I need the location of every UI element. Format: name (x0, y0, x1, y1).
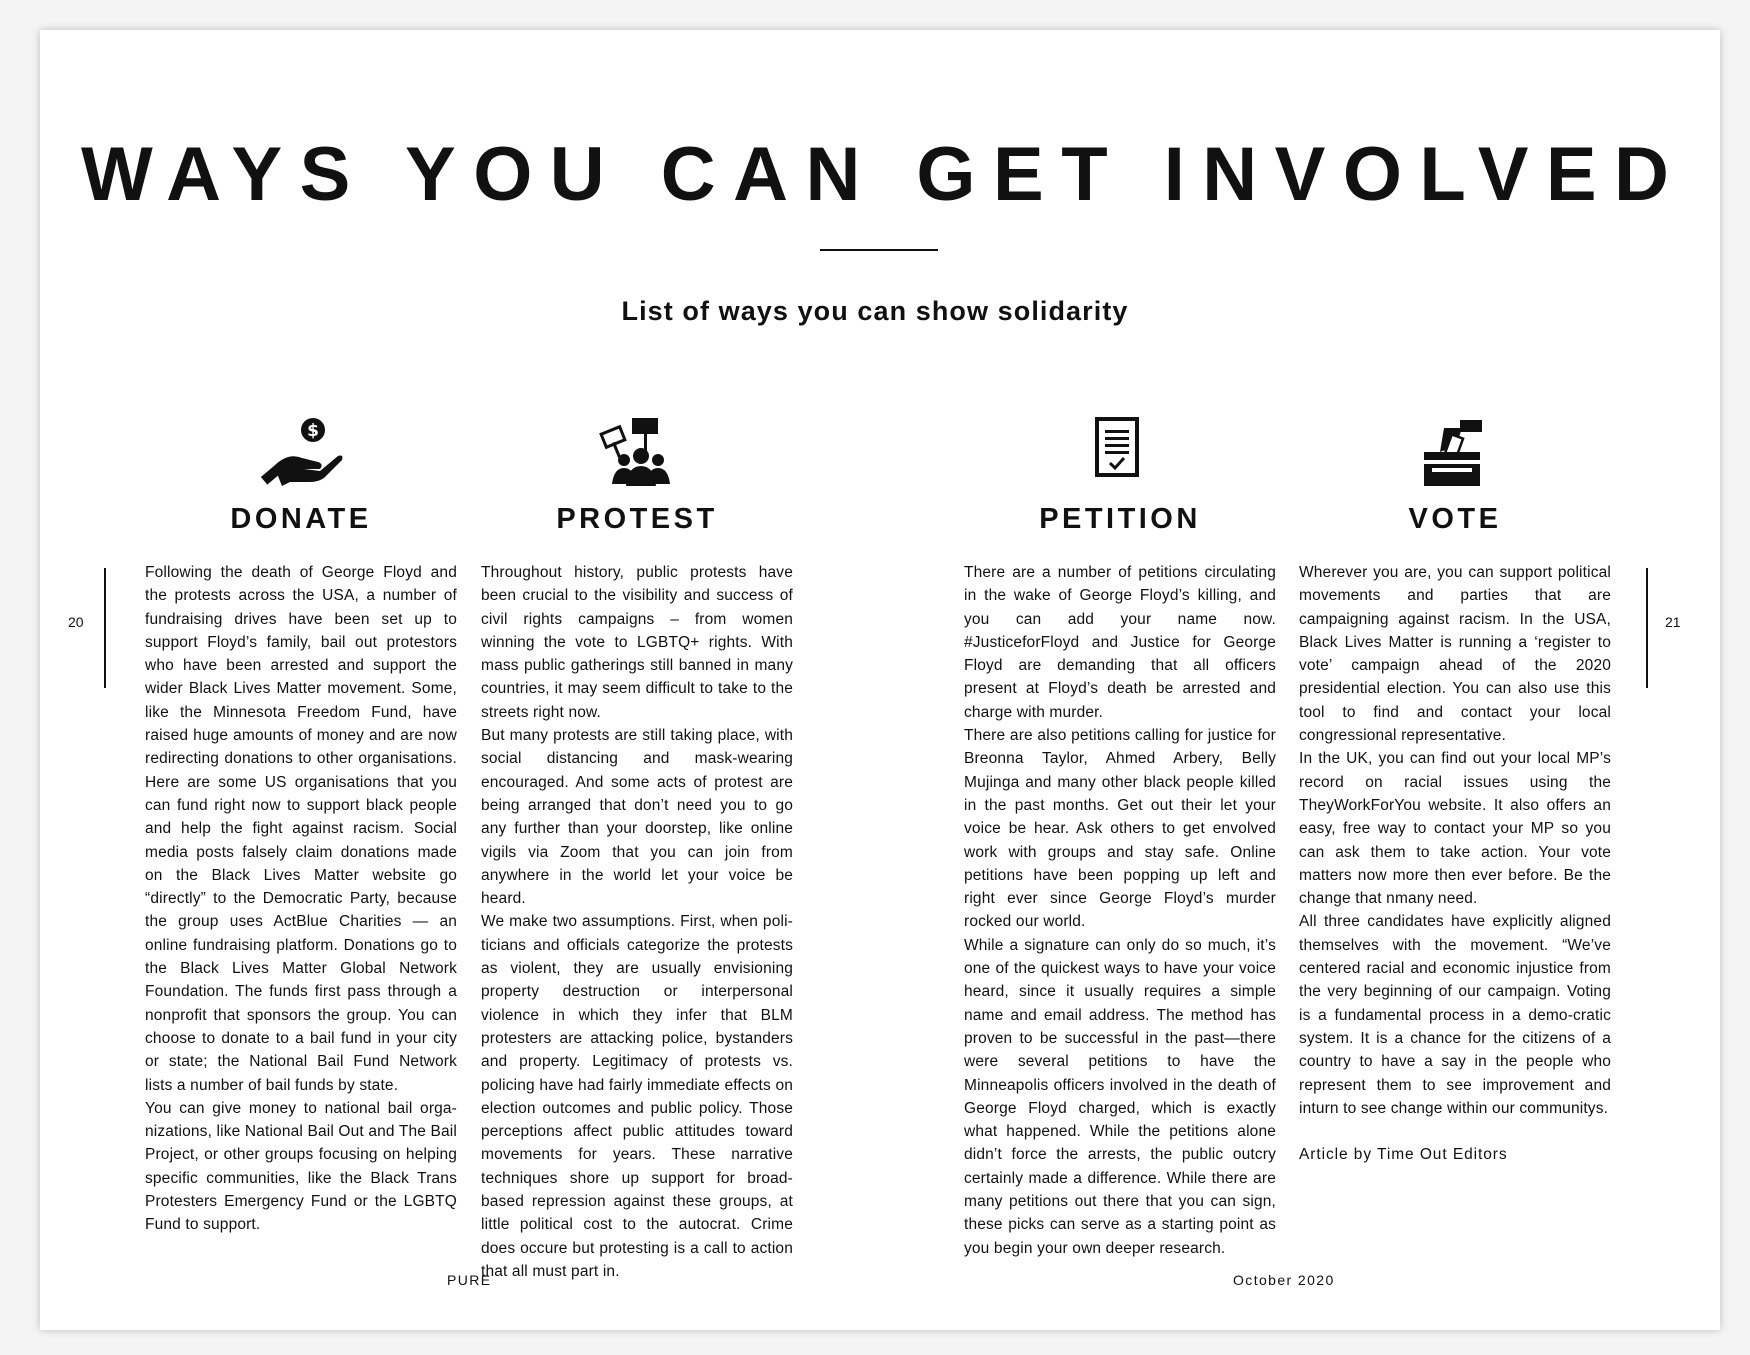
petition-document-icon (1075, 416, 1159, 490)
petition-column (964, 561, 1276, 1260)
paragraph: There are also petitions calling for justice for Breonna Taylor, Ahmed Arbery, Belly Mujinga and many other black people killed in the past months. Get out their let your voice be hear. Ask others to get envolved work with groups and stay safe. Online petitions have been popping up left and right ever since George Floyd’s murder rocked our world. (964, 727, 1276, 931)
page-number-right: 21 (1665, 614, 1681, 630)
paragraph: You can give money to national bail orga-nizations, like National Bail Out and The Bail Project, or other groups focusing on helping specific communities, like the Black Trans Protesters Emergency Fund or the LGBTQ Fund to support. (145, 1099, 457, 1234)
svg-text:$: $ (307, 421, 319, 441)
protest-column (481, 561, 793, 1283)
paragraph: Throughout history, public protests have been crucial to the visibility and success of civil rights campaigns – from women winning the vote to LGBTQ+ rights. With mass public gatherings still banned in many countries, it may seem difficult to take to the streets right now. (481, 564, 793, 721)
right-margin-rule (1646, 568, 1648, 688)
heading-vote: VOTE (1408, 503, 1502, 535)
paragraph: In the UK, you can find out your local MP’s record on racial issues using the TheyWorkForYou website. It also offers an easy, free way to contact your MP so you can ask them to take action. Your vote matters now more then ever before. Be the change that nmany need. (1299, 750, 1611, 908)
title-divider (820, 249, 938, 251)
paragraph: While a signature can only do so much, it’s one of the quickest ways to have your voice heard, since it usually requires a simple name and email address. The method has proven to be successful in the past—there were several petitions to have the Minneapolis officers involved in the death of George Floyd charged, which is exactly what happened. While the petitions alone didn’t force the arrests, the public outcry certainly made a difference. While there are many petitions out there that you can sign, these picks can serve as a starting point as you begin your own deeper research. (964, 936, 1276, 1257)
heading-petition: PETITION (1039, 503, 1201, 535)
footer-publication: PURE (447, 1272, 492, 1288)
paragraph: But many protests are still taking place, with social distancing and mask-wearing encouraged. And some acts of protest are being arranged that don’t need you to go any further than your doorstep, like online vigils via Zoom that you can join from anywhere in the world let your voice be heard. (481, 727, 793, 908)
donate-column (145, 561, 457, 1237)
paragraph: All three candidates have explicitly aligned themselves with the movement. “We’ve centered racial and economic injustice from the very beginning of our campaign. Voting is a fundamental process in a demo-cratic system. It is a chance for the citizens of a country to have a say in the people who represent them to see improvement and inturn to see change within our communitys. (1299, 913, 1611, 1117)
vote-column (1299, 561, 1611, 1166)
paragraph: Wherever you are, you can support political movements and parties that are campaigning against racism. In the USA, Black Lives Matter is running a ‘register to vote’ campaign ahead of the 2020 presidential election. You can also use this tool to find and contact your local congressional representative. (1299, 564, 1611, 745)
paragraph: Following the death of George Floyd and the protests across the USA, a number of fundraising drives have been set up to support Floyd’s family, bail out protestors who have been arrested and support the wider Black Lives Matter movement. Some, like the Minnesota Freedom Fund, have raised huge amounts of money and are now redirecting donations to other organisations. Here are some US organisations that you can fund right now to support black people and help the fight against racism. Social media posts falsely claim donations made on the Black Lives Matter website go “directly” to the Democratic Party, because the group uses ActBlue Charities — an online fundraising platform. Donations go to the Black Lives Matter Global Network Foundation. The funds first pass through a nonprofit that sponsors the group. You can choose to donate to a bail fund in your city or state; the National Bail Fund Network lists a number of bail funds by state. (145, 564, 457, 1094)
footer-date: October 2020 (1233, 1272, 1335, 1288)
protest-crowd-icon (598, 416, 682, 490)
paragraph: We make two assumptions. First, when poli-ticians and officials categorize the protests as violent, they are usually envisioning property destruction or interpersonal violence in which they infer that BLM protesters are attacking police, bystanders and property. Legitimacy of protests vs. policing have had fairly immediate effects on election outcomes and public policy. Those perceptions affect public attitudes toward movements for years. These narrative techniques shore up support for broad-based repression against these groups, at little political cost to the autocrat. Crime does occure but protesting is a call to action that all must part in. (481, 913, 793, 1280)
hand-money-icon (260, 416, 344, 490)
heading-protest: PROTEST (556, 503, 718, 535)
ballot-box-icon (1410, 416, 1494, 490)
heading-donate: DONATE (230, 503, 372, 535)
left-margin-rule (104, 568, 106, 688)
article-credit: Article by Time Out Editors (1299, 1146, 1508, 1164)
paragraph: There are a number of petitions circulating in the wake of George Floyd’s killing, and you can add your name now. #JusticeforFloyd and Justice for George Floyd are demanding that all officers present at Floyd’s death be arrested and charge with murder. (964, 564, 1276, 721)
page-number-left: 20 (68, 614, 84, 630)
page-title: WAYS YOU CAN GET INVOLVED (81, 132, 1687, 217)
page-subtitle: List of ways you can show solidarity (621, 296, 1129, 326)
